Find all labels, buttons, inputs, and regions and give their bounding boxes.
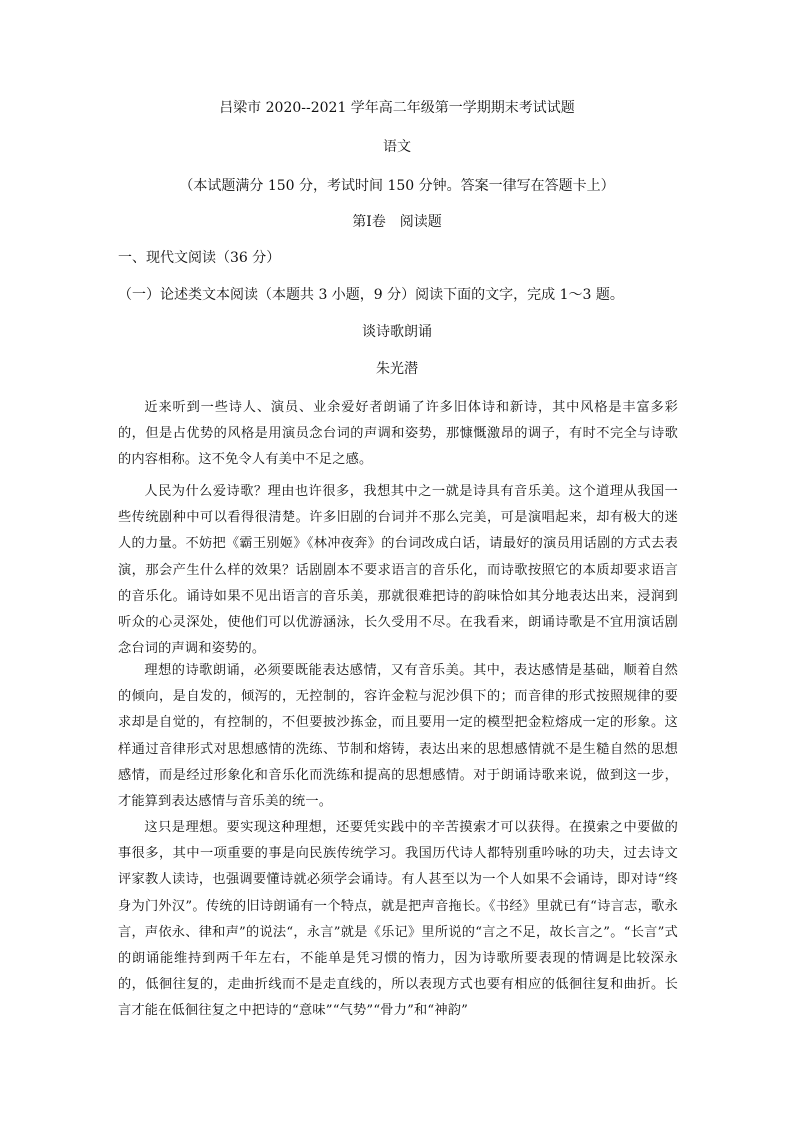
article-title: 谈诗歌朗诵 [362, 324, 432, 340]
paragraph-text: 理想的诗歌朗诵，必须要既能表达感情，又有音乐美。其中，表达感情是基础，顺着自然的倾向，是自发的，倾泻的，无控制的，容许金粒与泥沙俱下的；而音律的形式按照规律的要求却是自觉的，有控制的，不但要披沙拣金，而且要用一定的模型把金粒熔成一定的形象。这样通过音律形式对思想感情的洗练、节制和熔铸，表达出来的思想感情就不是生糙自然的思想感情，而是经过形象化和音乐化而洗练和提高的思想感情。对于朗诵诗歌来说，做到这一步，才能算到表达感情与音乐美的统一。 [118, 663, 678, 810]
article-paragraph-2 [118, 479, 678, 662]
exam-note: （本试题满分 150 分，考试时间 150 分钟。答案一律写在答题卡上） [179, 178, 615, 194]
paragraph-text: 这只是理想。要实现这种理想，还要凭实践中的辛苦摸索才可以获得。在摸索之中要做的事很多，其中一项重要的事是向民族传统学习。我国历代诗人都特别重吟咏的功夫，过去诗文评家教人读诗，也强调要懂诗就必须学会诵诗。有人甚至以为一个人如果不会诵诗，即对诗“终身为门外汉”。传统的旧诗朗诵有一个特点，就是把声音拖长。《书经》里就已有“诗言志，歌永言，声依永、律和声”的说法“，永言”就是《乐记》里所说的“言之不足，故长言之”。“长言”式的朗诵能维持到两千年左右，不能单是凭习惯的惰力，因为诗歌所要表现的情调是比较深永的，低徊往复的，走曲折线而不是走直线的，所以表现方式也要有相应的低徊往复和曲折。长言才能在低徊往复之中把诗的“意味”“气势”“骨力”和“神韵” [118, 820, 678, 1019]
article-paragraph-4 [118, 815, 678, 1025]
paragraph-text: 近来听到一些诗人、演员、业余爱好者朗诵了许多旧体诗和新诗，其中风格是丰富多彩的，但是占优势的风格是用演员念台词的声调和姿势，那慷慨激昂的调子，有时不完全与诗歌的内容相称。这不免令人有美中不足之感。 [118, 400, 678, 468]
section-subheading: （一）论述类文本阅读（本题共 3 小题，9 分）阅读下面的文字，完成 1～3 题。 [118, 287, 624, 303]
subject-title: 语文 [383, 139, 411, 155]
exam-title: 吕梁市 2020--2021 学年高二年级第一学期期末考试试题 [219, 100, 575, 116]
paragraph-text: 人民为什么爱诗歌？理由也许很多，我想其中之一就是诗具有音乐美。这个道理从我国一些传统剧种中可以看得很清楚。许多旧剧的台词并不那么完美，可是演唱起来，却有极大的迷人的力量。不妨把《霸王别姬》《林冲夜奔》的台词改成白话，请最好的演员用话剧的方式去表演，那会产生什么样的效果？话剧剧本不要求语言的音乐化，而诗歌按照它的本质却要求语言的音乐化。诵诗如果不见出语言的音乐美，那就很难把诗的韵味恰如其分地表达出来，浸润到听众的心灵深处，使他们可以优游涵泳，长久受用不尽。在我看来，朗诵诗歌是不宜用演话剧念台词的声调和姿势的。 [118, 484, 678, 657]
article-author: 朱光潜 [376, 361, 418, 377]
part-title: 第Ⅰ卷 阅读题 [352, 214, 442, 230]
article-paragraph-3 [118, 658, 678, 815]
section-heading: 一、现代文阅读（36 分） [118, 250, 281, 266]
article-paragraph-1 [118, 395, 678, 474]
